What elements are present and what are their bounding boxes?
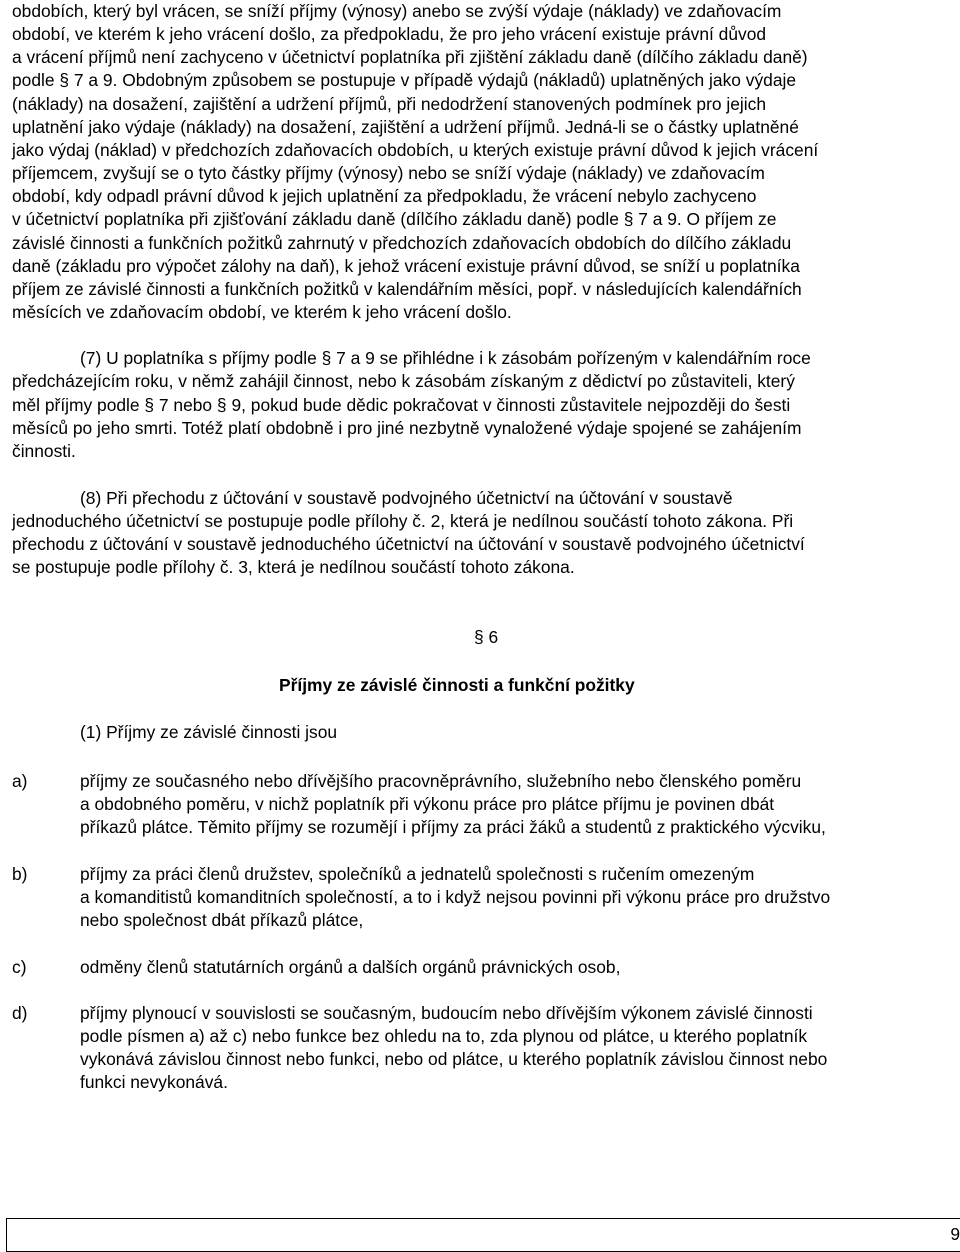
text-line: a obdobného poměru, v nichž poplatník při výkonu práce pro plátce příjmu je povinen dbát <box>80 794 775 814</box>
section-number: § 6 <box>474 627 499 647</box>
text-line: závislé činnosti a funkčních požitků zahrnutý v předchozích zdaňovacích obdobích do dílčího základu <box>12 233 792 253</box>
text-line: období, kdy odpadl právní důvod k jejich uplatnění za předpokladu, že vrácení nebylo zachyceno <box>12 186 757 206</box>
text-line: (náklady) na dosažení, zajištění a udržení příjmů, při nedodržení stanovených podmínek pro jejich <box>12 94 767 114</box>
text-line: příkazů plátce. Těmito příjmy se rozumějí i příjmy za práci žáků a studentů z praktického výcviku, <box>80 817 826 837</box>
text-line: příjmy ze současného nebo dřívějšího pracovněprávního, služebního nebo členského poměru <box>80 771 802 791</box>
text-line: příjmy za práci členů družstev, společníků a jednatelů společnosti s ručením omezeným <box>80 864 755 884</box>
text-line: příjmy plynoucí v souvislosti se současným, budoucím nebo dřívějším výkonem závislé činnosti <box>80 1003 813 1023</box>
text-line: funkci nevykonává. <box>80 1072 228 1092</box>
text-line: příjem ze závislé činnosti a funkčních požitků v kalendářním měsíci, popř. v následujících kalendářních <box>12 279 802 299</box>
section-title: Příjmy ze závislé činnosti a funkční požitky <box>279 675 635 695</box>
text-line: přechodu z účtování v soustavě jednoduchého účetnictví na účtování v soustavě podvojného účetnictví <box>12 534 805 554</box>
text-line: jednoduchého účetnictví se postupuje podle přílohy č. 2, která je nedílnou součástí tohoto zákona. Při <box>12 511 794 531</box>
text-line: v účetnictví poplatníka při zjišťování základu daně (dílčího základu daně) podle § 7 a 9. O příjem ze <box>12 209 777 229</box>
text-line: daně (základu pro výpočet zálohy na daň), k jehož vrácení existuje právní důvod, se sníží u poplatníka <box>12 256 800 276</box>
text-line: obdobích, který byl vrácen, se sníží příjmy (výnosy) anebo se zvýší výdaje (náklady) ve zdaňovacím <box>12 1 782 21</box>
page-number: 9 <box>950 1224 960 1244</box>
item-marker: d) <box>12 1003 28 1023</box>
text-line: podle § 7 a 9. Obdobným způsobem se postupuje v případě výdajů (nákladů) uplatněných jako výdaje <box>12 70 797 90</box>
text-line: nebo společnost dbát příkazů plátce, <box>80 910 364 930</box>
text-line: (7) U poplatníka s příjmy podle § 7 a 9 se přihlédne i k zásobám pořízeným v kalendářním roce <box>80 348 811 368</box>
item-marker: b) <box>12 864 28 884</box>
text-line: a vrácení příjmů není zachyceno v účetnictví poplatníka při zjištění základu daně (dílčího základu daně) <box>12 47 808 67</box>
item-marker: a) <box>12 771 28 791</box>
text-line: období, ve kterém k jeho vrácení došlo, za předpokladu, že pro jeho vrácení existuje právní důvod <box>12 24 767 44</box>
text-line: podle písmen a) až c) nebo funkce bez ohledu na to, zda plynou od plátce, u kterého poplatník <box>80 1026 808 1046</box>
text-line: měsících ve zdaňovacím období, ve kterém k jeho vrácení došlo. <box>12 302 512 322</box>
section-intro: (1) Příjmy ze závislé činnosti jsou <box>80 722 338 742</box>
text-line: vykonává závislou činnost nebo funkci, nebo od plátce, u kterého poplatník závislou činnost nebo <box>80 1049 828 1069</box>
text-line: příjemcem, zvyšují se o tyto částky příjmy (výnosy) nebo se sníží výdaje (náklady) ve zdaňovacím <box>12 163 765 183</box>
text-line: činnosti. <box>12 441 76 461</box>
text-line: a komanditistů komanditních společností, a to i když nejsou povinni při výkonu práce pro družstvo <box>80 887 831 907</box>
item-marker: c) <box>12 957 27 977</box>
text-line: se postupuje podle přílohy č. 3, která je nedílnou součástí tohoto zákona. <box>12 557 575 577</box>
text-line: uplatnění jako výdaje (náklady) na dosažení, zajištění a udržení příjmů. Jedná-li se o částky uplatněné <box>12 117 799 137</box>
text-line: předcházejícím roku, v němž zahájil činnost, nebo k zásobám získaným z dědictví po zůstaviteli, který <box>12 371 795 391</box>
text-line: jako výdaj (náklad) v předchozích zdaňovacích obdobích, u kterých existuje právní důvod k jejich vrácení <box>12 140 819 160</box>
text-line: měsíců po jeho smrti. Totéž platí obdobně i pro jiné nezbytně vynaložené výdaje spojené se zahájením <box>12 418 802 438</box>
text-line: odměny členů statutárních orgánů a dalších orgánů právnických osob, <box>80 957 621 977</box>
text-line: měl příjmy podle § 7 nebo § 9, pokud bude dědic pokračovat v činnosti zůstavitele nejpozději do šesti <box>12 395 791 415</box>
text-line: (8) Při přechodu z účtování v soustavě podvojného účetnictví na účtování v soustavě <box>80 488 733 508</box>
footer-frame <box>6 1218 960 1252</box>
